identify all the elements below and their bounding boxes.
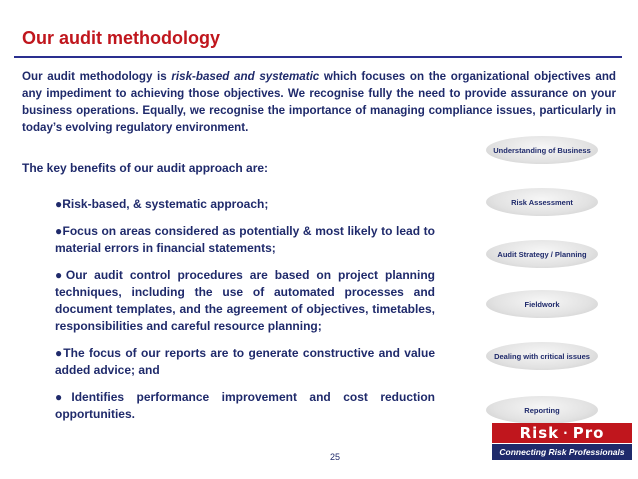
slide-title: Our audit methodology xyxy=(22,28,220,48)
benefits-list xyxy=(55,196,435,433)
list-item: ●Identifies performance improvement and cost reduction opportunities. xyxy=(55,390,435,421)
benefits-heading: The key benefits of our audit approach are: xyxy=(22,161,269,175)
page-number: 25 xyxy=(330,452,341,462)
intro-text-end: which focuses on the organizational objectives and any impediment to achieving those objectives. We recognise fully the need to provide assurance on your business operations. Equally, we recognise the importance of managing compliance issues, particularly in today’s evolving regulatory environment. xyxy=(22,70,616,134)
logo-word-pro: Pro xyxy=(572,424,605,442)
logo-separator: · xyxy=(563,426,569,440)
list-item: ●Risk-based, & systematic approach; xyxy=(55,197,269,211)
list-item: ●Focus on areas considered as potentially & most likely to lead to material errors in financial statements; xyxy=(55,224,435,255)
logo-wordmark xyxy=(492,423,632,443)
intro-emphasis: risk-based and systematic xyxy=(171,70,320,83)
step-reporting: Reporting xyxy=(486,396,598,424)
step-risk-assessment: Risk Assessment xyxy=(486,188,598,216)
intro-text-start: Our audit methodology is xyxy=(22,70,172,83)
step-audit-strategy-planning: Audit Strategy / Planning xyxy=(486,240,598,268)
title-divider xyxy=(14,56,622,58)
step-understanding-of-business: Understanding of Business xyxy=(486,136,598,164)
step-fieldwork: Fieldwork xyxy=(486,290,598,318)
intro-paragraph xyxy=(22,68,616,136)
logo-tagline: Connecting Risk Professionals xyxy=(492,444,632,460)
step-dealing-with-critical-issues: Dealing with critical issues xyxy=(486,342,598,370)
risk-pro-logo xyxy=(492,423,632,461)
logo-word-risk: Risk xyxy=(519,424,560,442)
list-item: ●Our audit control procedures are based on project planning techniques, including the use of automated processes and document templates, and the agreement of objectives, timetables, responsibilities and careful resource planning; xyxy=(55,268,435,333)
list-item: ●The focus of our reports are to generate constructive and value added advice; and xyxy=(55,346,435,377)
